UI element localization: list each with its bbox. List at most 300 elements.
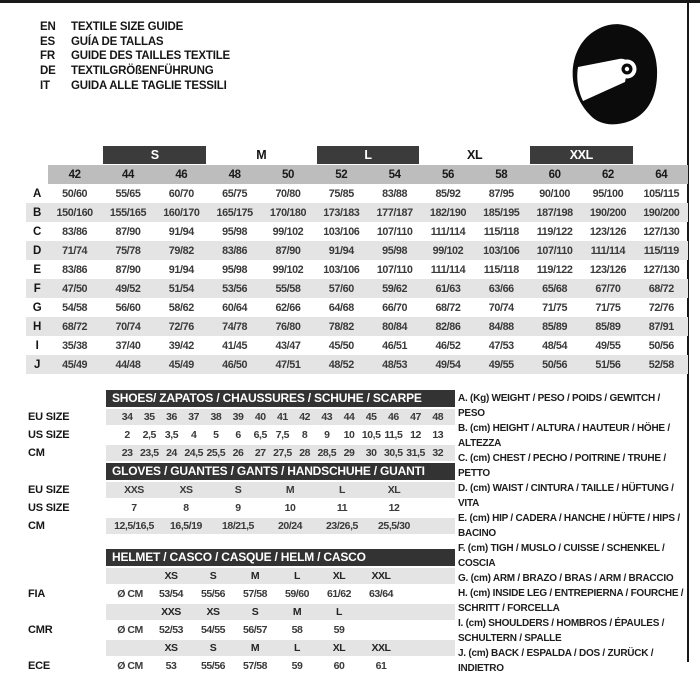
size-group-label: S — [103, 146, 206, 164]
language-row — [40, 35, 230, 50]
measurement-row — [26, 260, 688, 279]
measurement-value-cell: 90/100 — [539, 187, 570, 200]
spacer — [28, 640, 106, 656]
measurement-value-cell: 54/58 — [62, 301, 88, 314]
measurement-value-cell: 65/68 — [528, 279, 581, 298]
measurement-value-cell: 111/114 — [581, 241, 634, 260]
value-cell: 6 — [235, 429, 241, 441]
size-group-cell — [48, 143, 101, 165]
spacer — [28, 568, 106, 584]
legend-item: C. (cm) CHEST / PECHO / POITRINE / TRUHE / PETTO — [458, 453, 666, 479]
helmet-value-cell: 59/60 — [284, 588, 310, 600]
value-cell: 26 — [232, 447, 244, 459]
helmet-size-cell: S — [209, 570, 217, 582]
measurement-value-cell: 182/190 — [421, 203, 474, 222]
measurement-value-cell: 61/63 — [421, 279, 474, 298]
size-number-cell: 54 — [368, 165, 421, 184]
helmet-size-cell: M — [250, 570, 260, 582]
sub-table-row — [28, 409, 455, 425]
measurement-value-cell: 119/122 — [536, 225, 573, 238]
value-cell: 18/21,5 — [222, 520, 254, 532]
value-cell: 27 — [254, 447, 266, 459]
helmet-size-cell: L — [294, 642, 300, 654]
helmet-value-cell: 55/56 — [200, 660, 226, 672]
measurement-value-cell: 185/195 — [475, 203, 528, 222]
value-cell: 8 — [301, 429, 308, 441]
value-cell: 16,5/19 — [170, 520, 202, 532]
value-cell: 28 — [299, 447, 310, 459]
measurement-value-cell: 91/94 — [168, 225, 194, 238]
helmet-value-cell: 54/55 — [200, 624, 226, 636]
size-group-cell — [101, 143, 208, 165]
size-number-cell: 64 — [635, 165, 688, 184]
value-cell: 46 — [387, 411, 399, 423]
measurement-value-cell: 160/170 — [155, 203, 208, 222]
helmet-value-cell: 57/58 — [242, 660, 268, 672]
row-label: EU SIZE — [28, 411, 70, 423]
row-label: US SIZE — [28, 429, 70, 441]
value-cell: XXS — [124, 484, 144, 496]
sub-table-row — [28, 518, 455, 534]
helmet-size-header-row — [28, 640, 455, 656]
size-group-label: XL — [467, 148, 483, 162]
accessory-tables-block — [28, 390, 455, 676]
helmet-size-cell: M — [250, 642, 260, 654]
legend-item: H. (cm) INSIDE LEG / ENTREPIERNA / FOURCHE / SCHRITT / FORCELLA — [458, 588, 684, 614]
measurement-value-cell: 48/52 — [315, 355, 368, 374]
measurement-value-cell: 72/76 — [648, 301, 674, 314]
helmet-size-header — [106, 640, 455, 656]
top-border-line — [0, 0, 700, 3]
measurement-value-cell: 187/198 — [528, 203, 581, 222]
measurement-value-cell: 115/119 — [635, 241, 688, 260]
gloves-rows — [28, 482, 455, 534]
measurement-value-cell: 71/75 — [595, 301, 621, 314]
value-cell: 40 — [254, 411, 266, 423]
measurement-value-cell: 78/82 — [315, 317, 368, 336]
measurement-value-cell: 35/38 — [62, 339, 88, 352]
language-row — [40, 79, 230, 94]
measurement-value-cell: 55/58 — [261, 279, 314, 298]
measurement-value-cell: 103/106 — [323, 263, 360, 276]
gloves-title-row — [28, 463, 455, 480]
measurement-value-cell: 87/90 — [115, 225, 141, 238]
measurement-value-cell: 51/54 — [155, 279, 208, 298]
value-cell: 23 — [121, 447, 133, 459]
measurement-value-cell: 84/88 — [475, 317, 528, 336]
measurement-value-cell: 43/47 — [275, 339, 301, 352]
size-group-cell — [315, 143, 422, 165]
empty-cell — [110, 640, 150, 656]
measurement-value-cell: 60/64 — [222, 301, 248, 314]
value-cell: 24,5 — [184, 447, 203, 459]
row-values — [106, 500, 455, 516]
diameter-unit-cell: Ø CM — [117, 588, 143, 600]
measurement-value-cell: 95/98 — [222, 225, 248, 238]
helmet-values — [106, 586, 455, 602]
empty-cell — [110, 604, 150, 620]
language-row — [40, 20, 230, 35]
helmet-size-cell: L — [294, 570, 300, 582]
spacer-cell — [26, 165, 48, 184]
value-cell: 7 — [131, 502, 137, 514]
measurement-value-cell: 95/98 — [222, 263, 248, 276]
value-cell: 28,5 — [317, 447, 337, 459]
language-title: GUÍA DE TALLAS — [71, 35, 164, 48]
measurement-row — [26, 241, 688, 260]
helmet-size-cell: M — [292, 606, 302, 618]
measurement-value-cell: 37/40 — [115, 339, 141, 352]
helmet-value-cell: 58 — [291, 624, 303, 636]
measurement-value-cell: 45/49 — [48, 355, 101, 374]
measurement-value-cell: 71/74 — [48, 241, 101, 260]
value-cell: 27,5 — [273, 447, 292, 459]
measurement-row — [26, 222, 688, 241]
row-label: EU SIZE — [28, 484, 70, 496]
measurement-value-cell: 95/100 — [592, 187, 624, 200]
value-cell: 37 — [188, 411, 200, 423]
measurement-value-cell: 47/53 — [488, 339, 514, 352]
measurement-value-cell: 70/80 — [275, 187, 301, 200]
helmet-value-cell: 60 — [333, 660, 345, 672]
row-key-cell: F — [26, 279, 48, 298]
row-values — [106, 482, 455, 498]
helmet-value-cell: 59 — [333, 624, 345, 636]
value-cell: 41 — [277, 411, 288, 423]
row-key-cell: E — [33, 263, 41, 276]
measurement-value-cell: 111/114 — [430, 263, 466, 276]
helmet-value-cell: 61/62 — [326, 588, 352, 600]
value-cell: M — [285, 484, 295, 496]
row-key-cell: G — [32, 301, 42, 314]
helmet-value-cell: 53/54 — [158, 588, 184, 600]
value-cell: 5 — [213, 429, 219, 441]
legend-item: I. (cm) SHOULDERS / HOMBROS / ÉPAULES / SCHULTERN / SPALLE — [458, 618, 665, 644]
helmet-size-header-row — [28, 604, 455, 620]
value-cell: 3,5 — [164, 429, 179, 441]
measurement-value-cell: 87/90 — [115, 263, 141, 276]
measurement-value-cell: 75/85 — [328, 187, 354, 200]
measurement-value-cell: 52/58 — [635, 355, 688, 374]
diameter-unit-cell: Ø CM — [117, 624, 143, 636]
value-cell: 24 — [166, 447, 177, 459]
value-cell: 9 — [235, 502, 241, 514]
value-cell: 13 — [432, 429, 444, 441]
measurement-value-cell: 83/86 — [62, 225, 88, 238]
value-cell: 48 — [432, 411, 444, 423]
measurement-value-cell: 46/50 — [208, 355, 261, 374]
size-number-cell: 44 — [101, 165, 154, 184]
shoes-rows — [28, 409, 455, 461]
helmet-size-header-row — [28, 568, 455, 584]
measurement-value-cell: 80/84 — [368, 317, 421, 336]
measurement-value-cell: 68/72 — [635, 279, 688, 298]
helmet-value-cell: 63/64 — [368, 588, 394, 600]
measurement-value-cell: 46/52 — [435, 339, 461, 352]
measurement-value-cell: 83/88 — [382, 187, 408, 200]
measurement-value-cell: 119/122 — [536, 263, 573, 276]
row-label: CM — [28, 520, 45, 532]
helmet-size-cell: L — [336, 606, 342, 618]
value-cell: 42 — [299, 411, 310, 423]
size-group-row — [26, 143, 688, 165]
language-title-block — [40, 20, 230, 94]
language-row — [40, 49, 230, 64]
measurement-value-cell: 127/130 — [643, 225, 680, 238]
value-cell: 10,5 — [361, 429, 381, 441]
measurement-value-cell: 67/70 — [581, 279, 634, 298]
sub-table-row — [28, 445, 455, 461]
value-cell: 11 — [336, 502, 348, 514]
measurement-value-cell: 127/130 — [643, 263, 680, 276]
sub-table-row — [28, 482, 455, 498]
language-row — [40, 64, 230, 79]
value-cell: 7,5 — [275, 429, 290, 441]
value-cell: 32 — [432, 447, 444, 459]
measurement-value-cell: 44/48 — [101, 355, 154, 374]
size-group-cell — [635, 143, 688, 165]
helmet-size-cell: S — [209, 642, 217, 654]
measurement-value-cell: 99/102 — [272, 263, 304, 276]
legend-item: B. (cm) HEIGHT / ALTURA / HAUTEUR / HÖHE / ALTEZZA — [458, 423, 670, 449]
measurement-value-cell: 49/54 — [421, 355, 474, 374]
legend-item: E. (cm) HIP / CADERA / HANCHE / HÜFTE / HIPS / BACINO — [458, 513, 680, 539]
value-cell: 31,5 — [406, 447, 425, 459]
value-cell: 2 — [124, 429, 130, 441]
value-cell: L — [339, 484, 345, 496]
helmet-values — [106, 622, 455, 638]
row-label: US SIZE — [28, 502, 70, 514]
helmet-section-title: HELMET / CASCO / CASQUE / HELM / CASCO — [106, 549, 455, 566]
value-cell: 36 — [166, 411, 177, 423]
value-cell: 38 — [210, 411, 222, 423]
measurement-value-cell: 111/114 — [430, 225, 466, 238]
value-cell: 11,5 — [384, 429, 403, 441]
language-code: DE — [40, 65, 56, 78]
helmet-rows — [28, 568, 455, 674]
measurement-value-cell: 53/56 — [208, 279, 261, 298]
measurement-value-cell: 190/200 — [635, 203, 688, 222]
helmet-value-cell: 61 — [375, 660, 387, 672]
measurement-value-cell: 55/65 — [115, 187, 141, 200]
value-cell: 45 — [365, 411, 377, 423]
measurement-value-cell: 41/45 — [222, 339, 248, 352]
measurement-value-cell: 47/51 — [261, 355, 314, 374]
measurement-value-cell: 48/53 — [368, 355, 421, 374]
measurement-value-cell: 45/50 — [328, 339, 354, 352]
size-number-row — [26, 165, 688, 184]
measurement-value-cell: 51/56 — [581, 355, 634, 374]
measurement-value-cell: 49/55 — [475, 355, 528, 374]
measurement-row — [26, 317, 688, 336]
value-cell: 12 — [388, 502, 400, 514]
helmet-standard-row — [28, 586, 455, 602]
value-cell: 35 — [143, 411, 155, 423]
language-code: IT — [40, 79, 50, 92]
value-cell: 43 — [321, 411, 333, 423]
language-code: EN — [40, 21, 56, 33]
measurement-value-cell: 64/68 — [328, 301, 354, 314]
value-cell: 9 — [324, 429, 330, 441]
measurement-value-cell: 71/75 — [542, 301, 568, 314]
helmet-size-cell: XXL — [371, 642, 391, 654]
language-code: FR — [40, 50, 55, 63]
measurement-value-cell: 83/86 — [62, 263, 88, 276]
measurement-value-cell: 74/78 — [208, 317, 261, 336]
shoes-section-title: SHOES/ ZAPATOS / CHAUSSURES / SCHUHE / SCARPE — [106, 390, 455, 407]
measurement-value-cell: 46/51 — [382, 339, 408, 352]
language-code: ES — [40, 35, 55, 48]
helmet-size-cell: XS — [164, 642, 178, 654]
measurement-value-cell: 82/86 — [421, 317, 474, 336]
helmet-value-cell: 55/56 — [200, 588, 226, 600]
value-cell: 10 — [284, 502, 296, 514]
language-title: GUIDA ALLE TAGLIE TESSILI — [71, 79, 227, 92]
language-title: TEXTILGRÖßENFÜHRUNG — [71, 65, 214, 78]
measurement-row — [26, 336, 688, 355]
size-number-cell: 62 — [581, 165, 634, 184]
helmet-value-cell: 56/57 — [242, 624, 268, 636]
value-cell: 47 — [410, 411, 421, 423]
measurement-value-cell: 99/102 — [421, 241, 474, 260]
value-cell: 6,5 — [253, 429, 267, 441]
measurement-value-cell: 123/126 — [589, 225, 627, 238]
measurement-value-cell: 45/49 — [155, 355, 208, 374]
measurement-row — [26, 279, 688, 298]
measurement-value-cell: 70/74 — [101, 317, 154, 336]
size-number-cell: 60 — [528, 165, 581, 184]
diameter-unit-cell: Ø CM — [117, 660, 143, 672]
spacer — [28, 463, 106, 480]
measurement-value-cell: 103/106 — [475, 241, 528, 260]
helmet-size-cell: XXS — [161, 606, 181, 618]
measurement-value-cell: 87/90 — [261, 241, 314, 260]
measurement-value-cell: 66/70 — [382, 301, 408, 314]
measurement-value-cell: 50/60 — [62, 187, 88, 200]
measurement-value-cell: 70/74 — [488, 301, 514, 314]
section-gap — [28, 536, 455, 549]
measurement-value-cell: 173/183 — [315, 203, 368, 222]
measurement-value-cell: 190/200 — [581, 203, 634, 222]
language-title: TEXTILE SIZE GUIDE — [71, 21, 184, 33]
row-values — [106, 445, 455, 461]
measurement-value-cell: 68/72 — [435, 301, 461, 314]
value-cell: 10 — [343, 429, 355, 441]
empty-cell — [110, 568, 150, 584]
sub-table-row — [28, 427, 455, 443]
value-cell: 23,5 — [139, 447, 159, 459]
row-key-cell: A — [33, 187, 41, 200]
helmet-size-cell: XL — [332, 570, 346, 582]
measurement-value-cell: 68/72 — [48, 317, 101, 336]
size-number-cell: 52 — [315, 165, 368, 184]
size-number-cell: 50 — [261, 165, 314, 184]
size-number-cell: 42 — [48, 165, 101, 184]
sub-table-row — [28, 500, 455, 516]
racing-helmet-icon — [566, 22, 660, 126]
value-cell: 12 — [410, 429, 421, 441]
measurement-value-cell: 39/42 — [168, 339, 194, 352]
measurement-value-cell: 150/160 — [48, 203, 101, 222]
measurement-value-cell: 170/180 — [261, 203, 314, 222]
value-cell: 12,5/16,5 — [114, 520, 154, 532]
standard-label: FIA — [28, 588, 46, 600]
value-cell: 25,5 — [206, 447, 226, 459]
shoes-title-row — [28, 390, 455, 407]
row-key-cell: I — [35, 339, 39, 352]
value-cell: 2,5 — [142, 429, 156, 441]
measurement-value-cell: 85/92 — [435, 187, 461, 200]
value-cell: XL — [387, 484, 401, 496]
measurement-value-cell: 99/102 — [272, 225, 304, 238]
size-number-cell: 48 — [208, 165, 261, 184]
measurement-value-cell: 105/115 — [643, 187, 680, 200]
row-values — [106, 427, 455, 443]
legend-item: G. (cm) ARM / BRAZO / BRAS / ARM / BRACCIO — [458, 573, 674, 584]
value-cell: 8 — [183, 502, 189, 514]
measurement-row — [26, 355, 688, 374]
measurement-value-cell: 85/89 — [581, 317, 634, 336]
measurement-value-cell: 48/54 — [542, 339, 568, 352]
row-label: CM — [28, 447, 45, 459]
spacer-cell — [26, 143, 48, 165]
size-group-cell — [528, 143, 635, 165]
measurement-value-cell: 49/52 — [101, 279, 154, 298]
helmet-size-cell: S — [251, 606, 259, 618]
size-number-cell: 56 — [421, 165, 474, 184]
value-cell: XS — [179, 484, 193, 496]
measurement-value-cell: 91/94 — [168, 263, 194, 276]
textile-size-table-body — [26, 143, 688, 374]
value-cell: 30 — [365, 447, 377, 459]
spacer — [28, 390, 106, 407]
measurement-value-cell: 91/94 — [315, 241, 368, 260]
spacer — [28, 549, 106, 566]
measurement-value-cell: 60/70 — [168, 187, 194, 200]
measurement-value-cell: 72/76 — [155, 317, 208, 336]
helmet-size-header — [106, 568, 455, 584]
measurement-value-cell: 76/80 — [261, 317, 314, 336]
language-title: GUIDE DES TAILLES TEXTILE — [71, 50, 230, 63]
legend-item: A. (Kg) WEIGHT / PESO / POIDS / GEWITCH / PESO — [458, 393, 660, 419]
measurement-value-cell: 65/75 — [222, 187, 248, 200]
measurement-value-cell: 87/95 — [488, 187, 514, 200]
measurement-value-cell: 50/56 — [648, 339, 674, 352]
size-number-cell: 46 — [155, 165, 208, 184]
row-values — [106, 518, 455, 534]
spacer — [28, 604, 106, 620]
helmet-size-cell: XXL — [371, 570, 391, 582]
value-cell: 20/24 — [277, 520, 303, 532]
measurement-value-cell: 62/66 — [275, 301, 301, 314]
helmet-value-cell: 57/58 — [242, 588, 268, 600]
legend-item: J. (cm) BACK / ESPALDA / DOS / ZURÜCK / INDIETRO — [458, 648, 654, 674]
size-group-label: XXL — [530, 146, 633, 164]
textile-size-table — [26, 143, 688, 374]
measurement-value-cell: 63/66 — [475, 279, 528, 298]
value-cell: 29 — [343, 447, 355, 459]
size-number-cell: 58 — [475, 165, 528, 184]
measurement-value-cell: 115/118 — [483, 225, 519, 238]
measurement-value-cell: 47/50 — [48, 279, 101, 298]
measurement-value-cell: 59/62 — [368, 279, 421, 298]
measurement-row — [26, 203, 688, 222]
value-cell: 23/26,5 — [326, 520, 358, 532]
helmet-standard-row — [28, 622, 455, 638]
measurement-value-cell: 165/175 — [208, 203, 261, 222]
value-cell: S — [234, 484, 242, 496]
row-key-cell: B — [26, 203, 48, 222]
